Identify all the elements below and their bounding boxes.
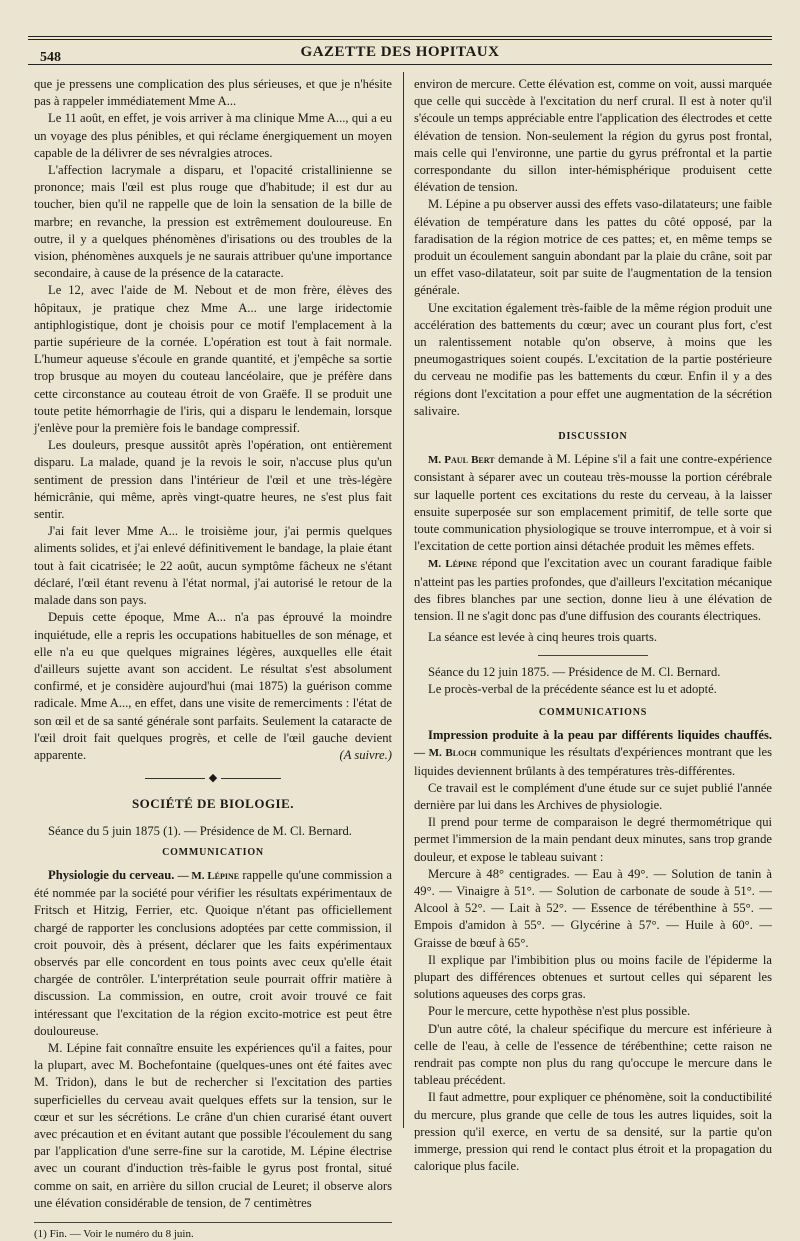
separator-rule: [538, 655, 648, 656]
paragraph: Le 11 août, en effet, je vois arriver à ma clinique Mme A..., qui a eu un voyage des plus pénibles, et qui réclame énergiquement un moyen capable de la délivrer de ses névralgies atroces.: [34, 111, 392, 160]
paragraph-text: Depuis cette époque, Mme A... n'a pas éprouvé la moindre inquiétude, elle a repris les occupations habituelles de son ménage, et elle n'a eu que quelques migraines légères, auxquelles elle était d'ailleurs sujette avant son accident. Le résultat s'est absolument confirmé, et je considère aujourd'hui (mai 1875) la guérison comme radicale. Mme A..., en effet, dans une visite de remerciments : l'état de son œil et de sa santé générale sont parfaits. Seulement la cataracte de l'œil droit fait quelques progrès, et celle de l'œil gauche devient apparente.: [34, 610, 392, 762]
communication-heading: COMMUNICATION: [162, 846, 264, 858]
paragraph: D'un autre côté, la chaleur spécifique du mercure est inférieure à celle de l'eau, à celle de l'essence de térébenthine; cette raison ne rendrait pas compte non plus du rang qu'occupe le mercure dans le tableau précédent.: [414, 1021, 772, 1088]
society-title: SOCIÉTÉ DE BIOLOGIE.: [131, 796, 295, 812]
paragraph: [414, 727, 772, 780]
paragraph: J'ai fait lever Mme A... le troisième jour, j'ai permis quelques aliments solides, et j'ai enlevé définitivement le bandage, la plaie étant tout à fait cicatrisée; le 22 août, aucun symptôme fâcheux ne s'étant déclaré, l'œil étant revenu à l'état normal, j'ai autorisé le retour de la malade dans son pays.: [34, 524, 392, 608]
paragraph: Ce travail est le complément d'une étude sur ce sujet publié l'année dernière par lui dans les Archives de physiologie.: [414, 780, 772, 812]
paragraph: environ de mercure. Cette élévation est, comme on voit, aussi marquée que celle qui succède à l'excitation du nerf crural. Il est à noter qu'il s'écoule un temps appréciable entre l'application des électrodes et cette élévation de tension. Non-seulement la région du gyrus post frontal, mais celle qui l'environne, une partie du gyrus préfrontal et la partie correspondante du sillon inter-hémisphérique produisent cette élévation de tension.: [414, 77, 772, 195]
speaker-name: M. Paul Bert: [428, 454, 495, 467]
to-be-continued: (A suivre.): [339, 747, 392, 762]
article-lead: Impression produite à la peau par différents liquides chauffés.: [428, 728, 772, 743]
journal-title: GAZETTE DES HOPITAUX: [300, 44, 500, 60]
paragraph: Mercure à 48° centigrades. — Eau à 49°. — Solution de tanin à 49°. — Vinaigre à 51°. — Solution de carbonate de soude à 51°. — Alcool à 52°. — Lait à 52°. — Essence de térébenthine à 55°. — Empois d'amidon à 55°. — Glycérine à 57°. — Huile à 60°. — Graisse de bœuf à 65°.: [414, 866, 772, 950]
footnote: (1) Fin. — Voir le numéro du 8 juin.: [34, 1228, 194, 1240]
paragraph: Le 12, avec l'aide de M. Nebout et de mon frère, élèves des hôpitaux, je pratique chez Mme A... une large iridectomie antiphlogistique, dont je choisis pour ce motif l'emplacement à la partie supérieure de la cornée. L'opération est tout à fait normale. L'humeur aqueuse s'écoule en grande quantité, et j'empêche sa sortie trop brusque au moyen du couteau lancéolaire, que je préfère dans cette circonstance au couteau étroit de von Graëfe. Il se produit une toute petite hémorrhagie de l'iris, qui a disparu le lendemain, lorsque j'enlève pour la première fois le bandage compressif.: [34, 283, 392, 436]
page-header: [28, 36, 772, 66]
paragraph-text: communique les résultats d'expériences montrant que les liquides deviennent brûlants à des températures très-différentes.: [414, 745, 772, 778]
section-ornament: ◆: [34, 770, 392, 787]
paragraph: M. Lépine fait connaître ensuite les expériences qu'il a faites, pour la plupart, avec M. Bochefontaine (quelques-unes ont été faites avec M. Tridon), dans le but de rechercher si l'excitation des parties superficielles du cerveau avait quelques effets sur la tension, sur le cœur et sur les sécrétions. Le crâne d'un chien curarisé étant ouvert avec précaution et en évitant autant que possible l'écoulement du sang par l'application d'une serre-fine sur la carotide, M. Lépine électrise avec un courant d'induction très-faible le gyrus post frontal, situé comme on sait, en arrière du sillon crucial de Leuret; il observe alors une élévation considérable de tension, de 7 centimètres: [34, 1040, 392, 1210]
left-column: [34, 76, 392, 1241]
paragraph: Pour le mercure, cette hypothèse n'est plus possible.: [428, 1004, 691, 1019]
footnote-rule: [34, 1222, 392, 1223]
paragraph: Les douleurs, presque aussitôt après l'opération, ont entièrement disparu. La malade, quand je la revois le soir, n'accuse plus qu'un sentiment de pression dans l'intérieur de l'œil et une très-légère hémicrânie, qui même, après vingt-quatre heures, ne s'est plus fait sentir.: [34, 438, 392, 522]
page-number: 548: [40, 50, 61, 65]
paragraph-text: répond que l'excitation avec un courant faradique faible n'atteint pas les parties profondes, que d'ailleurs l'excitation mécanique des fibres blanches par une section, donne lieu à une élévation de tension. Il ne s'agit donc pas d'une diffusion des courants électriques.: [414, 556, 772, 624]
article-lead: Physiologie du cerveau.: [48, 867, 175, 882]
paragraph: L'affection lacrymale a disparu, et l'opacité cristallinienne se prononce; mais l'œil est plus rouge que d'habitude; il est dur au toucher, bien qu'il ne rappelle que de loin la sensation de la bille de marbre; en revanche, la pression est extrêmement douloureuse. En outre, il y a quelques phénomènes d'irisations ou des troubles de la vision, phénomènes auxquels je ne saurais attribuer qu'une importance secondaire, à cause de la présence de la cataracte.: [34, 163, 392, 281]
paragraph: La séance est levée à cinq heures trois quarts.: [428, 630, 658, 645]
paragraph: Il explique par l'imbibition plus ou moins facile de l'épiderme la plupart des différences obtenues et surtout celles qui séparent les solutions aqueuses des corps gras.: [414, 952, 772, 1002]
paragraph-text: rappelle qu'une commission a été nommée par la société pour vérifier les résultats expérimentaux de Fritsch et Hitzig, Ferrier, etc. Quoique n'étant pas officiellement chargé de rapporter les conclusions adoptées par cette commission, il croit pouvoir, dès à présent, déclarer que les faits expérimentaux observés par elle concordent en tous points avec ceux qu'elle était chargée de contrôler. L'interprétation seule pourrait offrir matière à discussion. La commission, en outre, croit avoir trouvé ce fait intéressant que l'excitation de la région excito-motrice est peut être douloureuse.: [34, 867, 392, 1038]
paragraph-text: demande à M. Lépine s'il a fait une contre-expérience consistant à séparer avec un couteau très-mousse la portion cérébrale sur laquelle portent ces excitations du reste du cerveau, à la laisser ensuite superposée sur son emplacement primitif, de telle sorte que toute communication physiologique se trouve interrompue, et à voir si l'excitation de cette portion ainsi détachée produit les mêmes effets.: [414, 452, 772, 554]
paragraph: que je pressens une complication des plus sérieuses, et que je n'hésite pas à rappeler immédiatement Mme A...: [34, 77, 392, 109]
right-column: [414, 76, 772, 1175]
paragraph: [414, 555, 772, 625]
header-rule-top-2: [28, 39, 772, 40]
column-divider: [403, 72, 404, 1128]
paragraph: Le procès-verbal de la précédente séance est lu et adopté.: [428, 681, 717, 696]
paragraph: [34, 609, 392, 764]
session-line: Séance du 12 juin 1875. — Présidence de M. Cl. Bernard.: [428, 664, 721, 679]
paragraph: Il prend pour terme de comparaison le degré thermométrique qui permet l'immersion de la main pendant deux minutes, sans trop grande douleur, et expose le tableau suivant :: [414, 815, 772, 864]
paragraph: [414, 451, 772, 555]
speaker-name: — M. Bloch: [414, 747, 477, 760]
header-rule-top: [28, 36, 772, 37]
paragraph: M. Lépine a pu observer aussi des effets vaso-dilatateurs; une faible élévation de température dans les pattes du côté opposé, par la faradisation de la région motrice de ces pattes; et, en même temps se produit un écoulement sanguin abondant par la plaie du crâne, soit par un effet vaso-dilatateur, soit par suite de l'augmentation de la tension générale.: [414, 197, 772, 298]
communications-heading: COMMUNICATIONS: [538, 706, 648, 718]
discussion-heading: DISCUSSION: [558, 431, 628, 443]
session-line: Séance du 5 juin 1875 (1). — Présidence de M. Cl. Bernard.: [48, 823, 352, 838]
speaker-name: — M. Lépine: [177, 869, 240, 882]
paragraph: Une excitation également très-faible de la même région produit une accélération des battements du cœur; avec un courant plus fort, c'est un ralentissement notable qu'on observe, à moins que les pneumogastriques soient coupés. L'excitation de la partie postérieure du cerveau ne modifie pas les battements du cœur. Enfin il y a des régions dont l'excitation a pour effet une augmentation de la sécrétion salivaire.: [414, 300, 772, 418]
paragraph: Il faut admettre, pour expliquer ce phénomène, soit la conductibilité du mercure, plus grande que celle de tous les autres liquides, soit la pression qu'il exerce, en vertu de sa densité, sur la partie qu'on immerge, pression qui rend le contact plus étroit et la propagation du calorique plus facile.: [414, 1090, 772, 1174]
header-rule-bottom: [28, 64, 772, 65]
speaker-name: M. Lépine: [428, 558, 478, 571]
paragraph: [34, 867, 392, 1040]
